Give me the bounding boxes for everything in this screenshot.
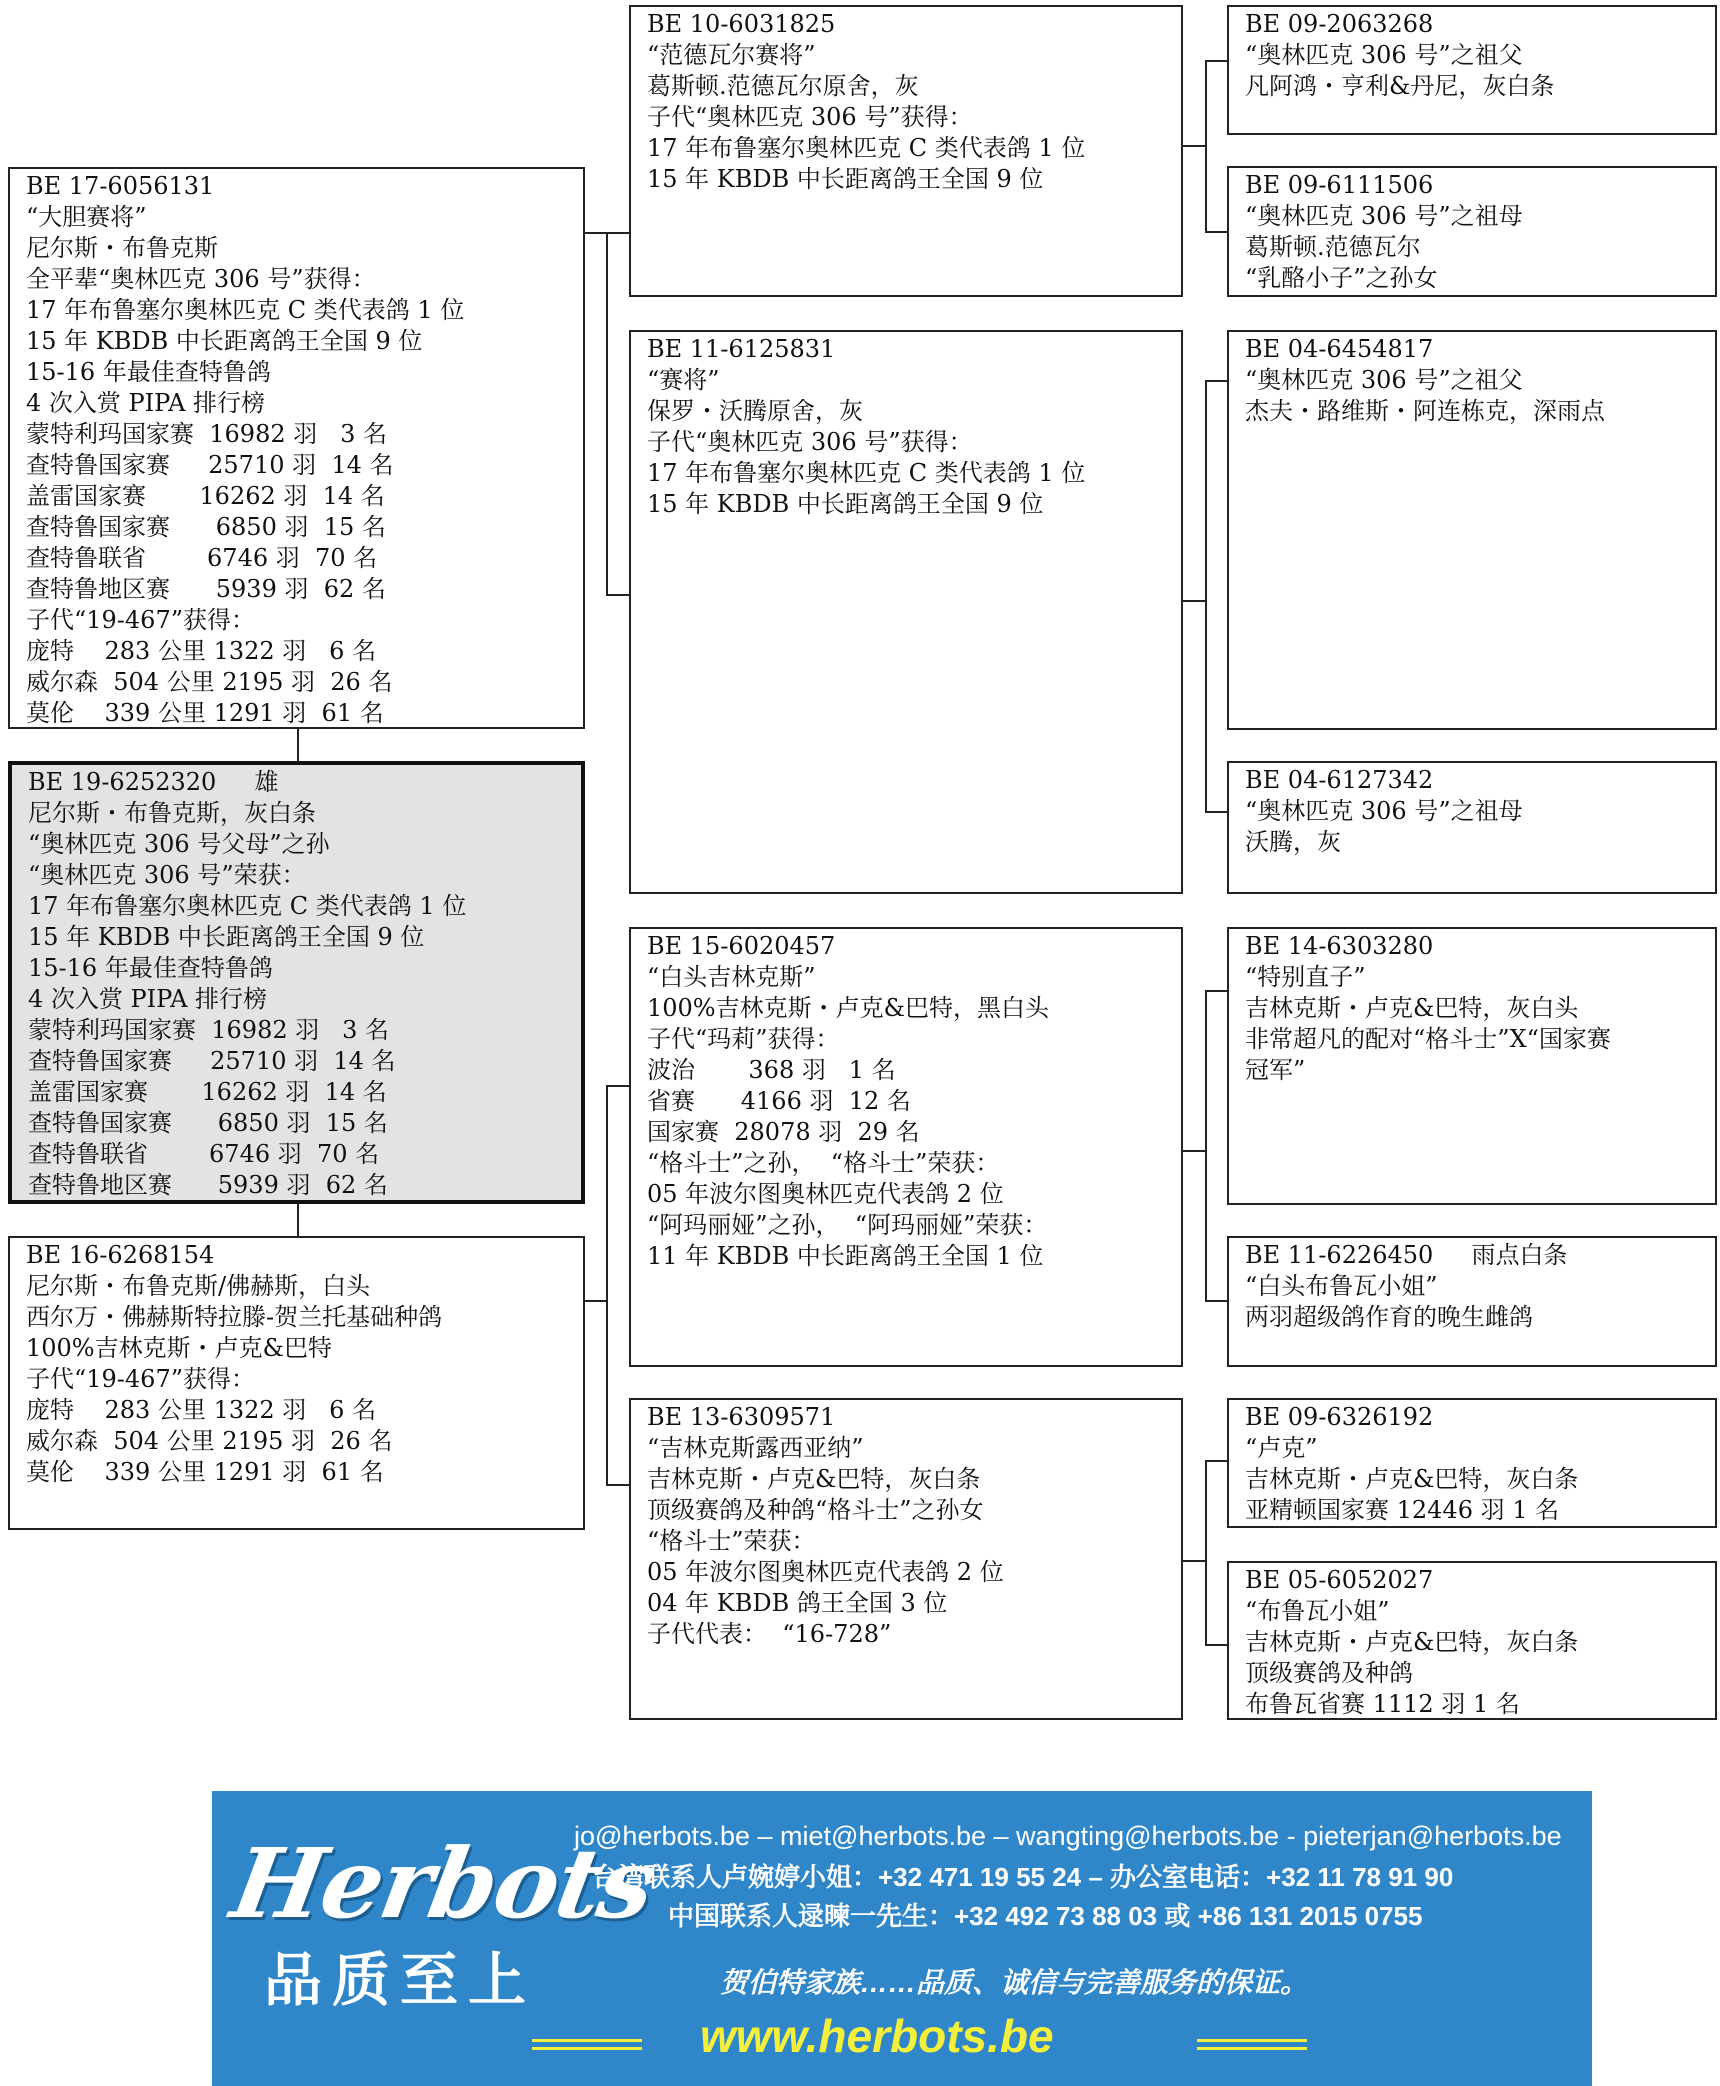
decorative-dash <box>532 2047 642 2050</box>
pedigree-line: “卢克” <box>1245 1434 1318 1462</box>
pedigree-line: 4 次入赏 PIPA 排行榜 <box>28 985 268 1013</box>
pedigree-line: BE 04-6454817 <box>1245 335 1434 363</box>
pedigree-line: 莫伦 339 公里 1291 羽 61 名 <box>26 1458 384 1486</box>
pedigree-line: 凡阿鸿・亨利&丹尼，灰白条 <box>1245 72 1555 100</box>
pedigree-sd-dam <box>1227 761 1717 894</box>
connector <box>1205 990 1207 1301</box>
pedigree-line: 查特鲁国家赛 6850 羽 15 名 <box>26 513 386 541</box>
pedigree-line: 西尔万・佛赫斯特拉滕-贺兰托基础种鸽 <box>26 1303 443 1331</box>
pedigree-line: “阿玛丽娅”之孙， “阿玛丽娅”荣获： <box>647 1211 1048 1239</box>
pedigree-line: BE 19-6252320 雄 <box>28 768 279 796</box>
pedigree-line: 17 年布鲁塞尔奥林匹克 C 类代表鸽 1 位 <box>647 134 1086 162</box>
pedigree-sire-sire <box>629 5 1183 297</box>
connector <box>606 232 629 234</box>
pedigree-line: 两羽超级鸽作育的晚生雌鸽 <box>1245 1303 1533 1331</box>
pedigree-ss-dam <box>1227 166 1717 297</box>
pedigree-line: BE 11-6226450 雨点白条 <box>1245 1241 1568 1269</box>
pedigree-line: 庞特 283 公里 1322 羽 6 名 <box>26 1396 377 1424</box>
pedigree-line: 17 年布鲁塞尔奥林匹克 C 类代表鸽 1 位 <box>647 459 1086 487</box>
pedigree-line: 全平辈“奥林匹克 306 号”获得： <box>26 265 376 293</box>
pedigree-line: 布鲁瓦省赛 1112 羽 1 名 <box>1245 1690 1520 1718</box>
pedigree-line: 盖雷国家赛 16262 羽 14 名 <box>26 482 385 510</box>
connector <box>297 1204 299 1236</box>
pedigree-ds-sire <box>1227 927 1717 1205</box>
pedigree-line: BE 11-6125831 <box>647 335 836 363</box>
pedigree-line: “大胆赛将” <box>26 203 147 231</box>
pedigree-ds-dam <box>1227 1236 1717 1367</box>
footer-tagline: 贺伯特家族……品质、诚信与完善服务的保证。 <box>720 1967 1309 1998</box>
pedigree-line: 子代“19-467”获得： <box>26 606 255 634</box>
pedigree-line: 子代“玛莉”获得： <box>647 1025 840 1053</box>
pedigree-line: 05 年波尔图奥林匹克代表鸽 2 位 <box>647 1558 1004 1586</box>
footer-emails[interactable]: jo@herbots.be – miet@herbots.be – wangting@herbots.be - pieterjan@herbots.be <box>574 1821 1562 1851</box>
connector <box>585 1300 607 1302</box>
pedigree-line: 15-16 年最佳查特鲁鸽 <box>28 954 273 982</box>
pedigree-ss-sire <box>1227 5 1717 135</box>
pedigree-line: 4 次入赏 PIPA 排行榜 <box>26 389 266 417</box>
connector <box>1205 1300 1227 1302</box>
pedigree-line: 葛斯顿.范德瓦尔 <box>1245 233 1421 261</box>
pedigree-dam <box>8 1236 585 1530</box>
pedigree-line: 尼尔斯・布鲁克斯/佛赫斯，白头 <box>26 1272 371 1300</box>
pedigree-line: “格斗士”荣获： <box>647 1527 816 1555</box>
pedigree-line: 吉林克斯・卢克&巴特，灰白条 <box>1245 1465 1579 1493</box>
pedigree-line: “奥林匹克 306 号”之祖父 <box>1245 366 1523 394</box>
pedigree-line: 盖雷国家赛 16262 羽 14 名 <box>28 1078 387 1106</box>
herbots-logo: Herbots <box>224 1827 662 1940</box>
pedigree-sd-sire <box>1227 330 1717 730</box>
pedigree-line: 查特鲁国家赛 6850 羽 15 名 <box>28 1109 388 1137</box>
pedigree-line: 莫伦 339 公里 1291 羽 61 名 <box>26 699 384 727</box>
pedigree-line: 沃腾，灰 <box>1245 828 1341 856</box>
pedigree-line: BE 05-6052027 <box>1245 1566 1434 1594</box>
pedigree-line: 子代代表： “16-728” <box>647 1620 892 1648</box>
pedigree-line: 15 年 KBDB 中长距离鸽王全国 9 位 <box>647 490 1044 518</box>
pedigree-line: BE 15-6020457 <box>647 932 836 960</box>
pedigree-line: 蒙特利玛国家赛 16982 羽 3 名 <box>28 1016 390 1044</box>
pedigree-line: 省赛 4166 羽 12 名 <box>647 1087 911 1115</box>
pedigree-line: BE 16-6268154 <box>26 1241 215 1269</box>
pedigree-line: “白头布鲁瓦小姐” <box>1245 1272 1438 1300</box>
pedigree-line: 顶级赛鸽及种鸽“格斗士”之孙女 <box>647 1496 984 1524</box>
pedigree-line: 子代“19-467”获得： <box>26 1365 255 1393</box>
pedigree-dam-sire <box>629 927 1183 1367</box>
pedigree-line: 查特鲁国家赛 25710 羽 14 名 <box>26 451 394 479</box>
pedigree-line: 15 年 KBDB 中长距离鸽王全国 9 位 <box>647 165 1044 193</box>
pedigree-subject <box>8 761 585 1204</box>
pedigree-line: “乳酪小子”之孙女 <box>1245 264 1438 292</box>
footer-banner <box>212 1791 1592 2086</box>
connector <box>1205 811 1227 813</box>
pedigree-line: 17 年布鲁塞尔奥林匹克 C 类代表鸽 1 位 <box>26 296 465 324</box>
pedigree-line: “范德瓦尔赛将” <box>647 41 816 69</box>
pedigree-line: 17 年布鲁塞尔奥林匹克 C 类代表鸽 1 位 <box>28 892 467 920</box>
footer-taiwan-contact: 台湾联系人卢婉婷小姐：+32 471 19 55 24 – 办公室电话：+32 11 78 91 90 <box>592 1862 1454 1892</box>
pedigree-line: 04 年 KBDB 鸽王全国 3 位 <box>647 1589 948 1617</box>
connector <box>606 594 629 596</box>
pedigree-dam-dam <box>629 1398 1183 1720</box>
decorative-dash <box>1197 2039 1307 2042</box>
pedigree-line: BE 09-6111506 <box>1245 171 1434 199</box>
pedigree-line: 15 年 KBDB 中长距离鸽王全国 9 位 <box>28 923 425 951</box>
pedigree-line: 波治 368 羽 1 名 <box>647 1056 896 1084</box>
pedigree-line: 葛斯顿.范德瓦尔原舍，灰 <box>647 72 919 100</box>
connector <box>585 232 607 234</box>
pedigree-line: 庞特 283 公里 1322 羽 6 名 <box>26 637 377 665</box>
connector <box>1183 1150 1205 1152</box>
decorative-dash <box>532 2039 642 2042</box>
decorative-dash <box>1197 2047 1307 2050</box>
connector <box>1183 1560 1205 1562</box>
connector <box>606 232 608 595</box>
pedigree-line: “奥林匹克 306 号”之祖母 <box>1245 797 1523 825</box>
connector <box>1205 380 1227 382</box>
pedigree-line: 05 年波尔图奥林匹克代表鸽 2 位 <box>647 1180 1004 1208</box>
pedigree-line: 杰夫・路维斯・阿连栋克，深雨点 <box>1245 397 1605 425</box>
footer-slogan: 品质至上 <box>264 1946 537 2014</box>
pedigree-line: “布鲁瓦小姐” <box>1245 1597 1390 1625</box>
pedigree-line: 子代“奥林匹克 306 号”获得： <box>647 428 973 456</box>
pedigree-line: 吉林克斯・卢克&巴特，灰白条 <box>1245 1628 1579 1656</box>
pedigree-line: 15 年 KBDB 中长距离鸽王全国 9 位 <box>26 327 423 355</box>
pedigree-line: BE 13-6309571 <box>647 1403 836 1431</box>
pedigree-line: 查特鲁国家赛 25710 羽 14 名 <box>28 1047 396 1075</box>
pedigree-line: BE 14-6303280 <box>1245 932 1434 960</box>
connector <box>1205 60 1207 232</box>
pedigree-line: 查特鲁地区赛 5939 羽 62 名 <box>26 575 386 603</box>
pedigree-sire <box>8 167 585 729</box>
connector <box>606 1085 629 1087</box>
pedigree-line: 威尔森 504 公里 2195 羽 26 名 <box>26 1427 393 1455</box>
pedigree-line: BE 09-6326192 <box>1245 1403 1434 1431</box>
connector <box>1205 231 1227 233</box>
pedigree-sire-dam <box>629 330 1183 894</box>
pedigree-line: 查特鲁联省 6746 羽 70 名 <box>28 1140 380 1168</box>
pedigree-line: BE 10-6031825 <box>647 10 836 38</box>
pedigree-dd-dam <box>1227 1561 1717 1720</box>
pedigree-line: 吉林克斯・卢克&巴特，灰白条 <box>647 1465 981 1493</box>
pedigree-line: 尼尔斯・布鲁克斯，灰白条 <box>28 799 316 827</box>
connector <box>1183 600 1205 602</box>
pedigree-line: “吉林克斯露西亚纳” <box>647 1434 864 1462</box>
pedigree-line: “白头吉林克斯” <box>647 963 816 991</box>
footer-china-contact: 中国联系人逯暕一先生：+32 492 73 88 03 或 +86 131 2015 0755 <box>668 1901 1423 1931</box>
connector <box>1205 380 1207 812</box>
pedigree-line: 蒙特利玛国家赛 16982 羽 3 名 <box>26 420 388 448</box>
pedigree-line: 亚精顿国家赛 12446 羽 1 名 <box>1245 1496 1560 1524</box>
pedigree-line: 子代“奥林匹克 306 号”获得： <box>647 103 973 131</box>
pedigree-line: 查特鲁地区赛 5939 羽 62 名 <box>28 1171 388 1199</box>
connector <box>297 729 299 761</box>
pedigree-line: 保罗・沃腾原舍，灰 <box>647 397 863 425</box>
connector <box>1205 60 1227 62</box>
pedigree-line: “奥林匹克 306 号”荣获： <box>28 861 306 889</box>
pedigree-line: 查特鲁联省 6746 羽 70 名 <box>26 544 378 572</box>
connector <box>1183 145 1205 147</box>
connector <box>1205 1644 1227 1646</box>
pedigree-line: 100%吉林克斯・卢克&巴特 <box>26 1334 332 1362</box>
pedigree-line: 顶级赛鸽及种鸽 <box>1245 1659 1413 1687</box>
pedigree-line: 100%吉林克斯・卢克&巴特，黑白头 <box>647 994 1049 1022</box>
pedigree-line: BE 17-6056131 <box>26 172 215 200</box>
connector <box>1205 1460 1227 1462</box>
pedigree-line: 国家赛 28078 羽 29 名 <box>647 1118 920 1146</box>
pedigree-line: 尼尔斯・布鲁克斯 <box>26 234 218 262</box>
pedigree-line: 11 年 KBDB 中长距离鸽王全国 1 位 <box>647 1242 1044 1270</box>
pedigree-line: 威尔森 504 公里 2195 羽 26 名 <box>26 668 393 696</box>
pedigree-line: 冠军” <box>1245 1056 1306 1084</box>
connector <box>606 1085 608 1485</box>
connector <box>1205 1460 1207 1645</box>
pedigree-line: “赛将” <box>647 366 720 394</box>
connector <box>606 1484 629 1486</box>
footer-website-link[interactable]: www.herbots.be <box>700 2010 1054 2062</box>
pedigree-line: “奥林匹克 306 号”之祖母 <box>1245 202 1523 230</box>
pedigree-line: “奥林匹克 306 号”之祖父 <box>1245 41 1523 69</box>
pedigree-dd-sire <box>1227 1398 1717 1528</box>
pedigree-line: “奥林匹克 306 号父母”之孙 <box>28 830 330 858</box>
pedigree-line: BE 09-2063268 <box>1245 10 1434 38</box>
connector <box>1205 990 1227 992</box>
pedigree-line: 吉林克斯・卢克&巴特，灰白头 <box>1245 994 1579 1022</box>
pedigree-line: “格斗士”之孙， “格斗士”荣获： <box>647 1149 1000 1177</box>
pedigree-line: BE 04-6127342 <box>1245 766 1434 794</box>
pedigree-line: 非常超凡的配对“格斗士”X“国家赛 <box>1245 1025 1611 1053</box>
pedigree-line: “特别直子” <box>1245 963 1366 991</box>
pedigree-line: 15-16 年最佳查特鲁鸽 <box>26 358 271 386</box>
